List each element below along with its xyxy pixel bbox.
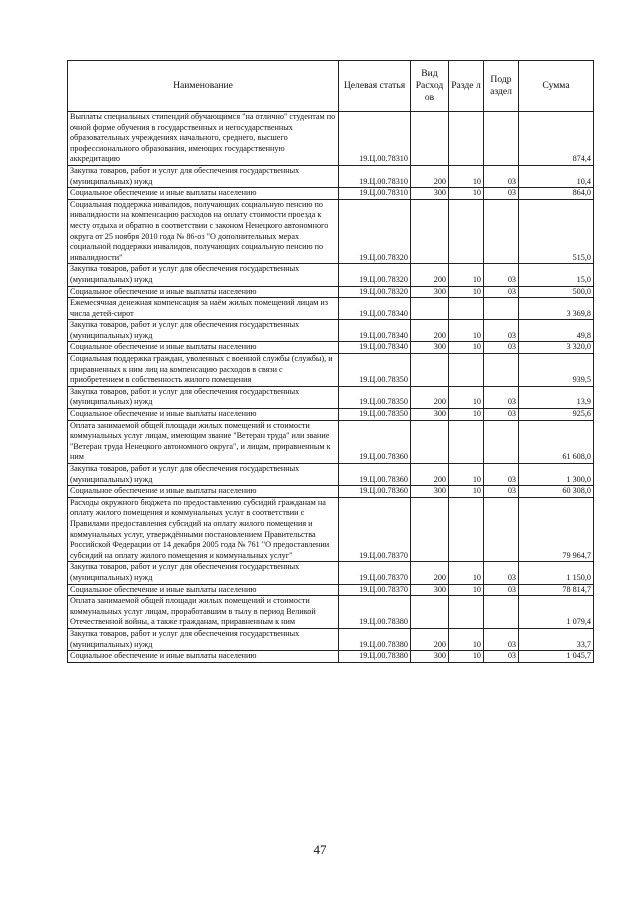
row-section: 10 — [449, 264, 484, 286]
table-row — [68, 628, 594, 650]
row-subsection: 03 — [484, 651, 519, 663]
table-row — [68, 497, 594, 562]
row-target: 19.Ц.00.78350 — [339, 409, 411, 421]
row-target: 19.Ц.00.78310 — [339, 112, 411, 166]
row-target: 19.Ц.00.78350 — [339, 354, 411, 387]
table-row — [68, 584, 594, 596]
row-expense-type — [411, 497, 449, 562]
table-row — [68, 320, 594, 342]
row-amount: 939,5 — [519, 354, 594, 387]
row-amount: 1 045,7 — [519, 651, 594, 663]
table-row — [68, 286, 594, 298]
row-amount: 61 608,0 — [519, 420, 594, 463]
table-row — [68, 386, 594, 408]
row-target: 19.Ц.00.78320 — [339, 199, 411, 264]
header-expense-type: Вид Расход ов — [411, 61, 449, 112]
row-section — [449, 199, 484, 264]
row-section: 10 — [449, 628, 484, 650]
row-section — [449, 112, 484, 166]
row-amount: 60 308,0 — [519, 486, 594, 498]
row-target: 19.Ц.00.78370 — [339, 497, 411, 562]
row-name: Закупка товаров, работ и услуг для обеспечения государственных (муниципальных) нужд — [68, 320, 339, 342]
row-target: 19.Ц.00.78380 — [339, 596, 411, 629]
row-amount: 1 150,0 — [519, 562, 594, 584]
row-subsection: 03 — [484, 165, 519, 187]
row-target: 19.Ц.00.78310 — [339, 188, 411, 200]
row-name: Социальное обеспечение и иные выплаты населению — [68, 409, 339, 421]
header-amount: Сумма — [519, 61, 594, 112]
row-expense-type — [411, 420, 449, 463]
row-section: 10 — [449, 165, 484, 187]
row-name: Социальное обеспечение и иные выплаты населению — [68, 286, 339, 298]
row-subsection — [484, 497, 519, 562]
row-subsection: 03 — [484, 409, 519, 421]
table-row — [68, 188, 594, 200]
row-section — [449, 596, 484, 629]
row-amount: 78 814,7 — [519, 584, 594, 596]
row-expense-type: 200 — [411, 628, 449, 650]
table-row — [68, 486, 594, 498]
row-amount: 864,0 — [519, 188, 594, 200]
row-amount: 13,9 — [519, 386, 594, 408]
row-expense-type: 200 — [411, 264, 449, 286]
row-amount: 3 369,8 — [519, 298, 594, 320]
row-target: 19.Ц.00.78380 — [339, 651, 411, 663]
row-expense-type: 300 — [411, 342, 449, 354]
row-section: 10 — [449, 486, 484, 498]
row-target: 19.Ц.00.78370 — [339, 562, 411, 584]
row-expense-type: 300 — [411, 584, 449, 596]
row-subsection: 03 — [484, 320, 519, 342]
row-section: 10 — [449, 584, 484, 596]
row-name: Оплата занимаемой общей площади жилых помещений и стоимости коммунальных услуг лицам, имеющим звание "Ветеран труда" или звание "Ветеран труда Ненецкого автономного округа", и лицам, приравненным к ним — [68, 420, 339, 463]
row-amount: 49,8 — [519, 320, 594, 342]
row-name: Социальное обеспечение и иные выплаты населению — [68, 651, 339, 663]
row-expense-type: 200 — [411, 320, 449, 342]
table-row — [68, 464, 594, 486]
row-section: 10 — [449, 464, 484, 486]
row-section: 10 — [449, 320, 484, 342]
row-section: 10 — [449, 286, 484, 298]
row-subsection: 03 — [484, 264, 519, 286]
table-row — [68, 420, 594, 463]
row-target: 19.Ц.00.78320 — [339, 264, 411, 286]
row-expense-type — [411, 112, 449, 166]
row-subsection — [484, 199, 519, 264]
table-row — [68, 562, 594, 584]
row-section: 10 — [449, 562, 484, 584]
row-section: 10 — [449, 188, 484, 200]
table-row — [68, 651, 594, 663]
row-amount: 515,0 — [519, 199, 594, 264]
row-target: 19.Ц.00.78310 — [339, 165, 411, 187]
budget-table — [67, 60, 594, 663]
row-name: Закупка товаров, работ и услуг для обеспечения государственных (муниципальных) нужд — [68, 562, 339, 584]
row-name: Ежемесячная денежная компенсация за наём жилых помещений лицам из числа детей-сирот — [68, 298, 339, 320]
row-name: Закупка товаров, работ и услуг для обеспечения государственных (муниципальных) нужд — [68, 386, 339, 408]
row-amount: 3 320,0 — [519, 342, 594, 354]
row-name: Расходы окружного бюджета по предоставлению субсидий гражданам на оплату жилого помещения и коммунальных услуг в соответствии с Правилами предоставления субсидий на оплату жилого помещения и коммунальных услуг, утверждёнными постановлением Правительства Российской Федерации от 14 декабря 2005 года № 761 "О предоставлении субсидий на оплату жилого помещения и коммунальных услуг" — [68, 497, 339, 562]
row-expense-type — [411, 354, 449, 387]
row-amount: 500,0 — [519, 286, 594, 298]
row-target: 19.Ц.00.78340 — [339, 320, 411, 342]
row-subsection — [484, 112, 519, 166]
table-row — [68, 354, 594, 387]
header-section: Разде л — [449, 61, 484, 112]
row-target: 19.Ц.00.78360 — [339, 486, 411, 498]
row-subsection: 03 — [484, 486, 519, 498]
row-section: 10 — [449, 651, 484, 663]
row-name: Социальное обеспечение и иные выплаты населению — [68, 188, 339, 200]
row-subsection: 03 — [484, 628, 519, 650]
table-row — [68, 112, 594, 166]
row-expense-type: 200 — [411, 386, 449, 408]
row-section: 10 — [449, 409, 484, 421]
row-amount: 15,0 — [519, 264, 594, 286]
page-number: 47 — [313, 842, 327, 857]
row-name: Закупка товаров, работ и услуг для обеспечения государственных (муниципальных) нужд — [68, 165, 339, 187]
row-section: 10 — [449, 386, 484, 408]
row-amount: 1 300,0 — [519, 464, 594, 486]
header-subsection: Подр аздел — [484, 61, 519, 112]
row-name: Закупка товаров, работ и услуг для обеспечения государственных (муниципальных) нужд — [68, 628, 339, 650]
row-section — [449, 354, 484, 387]
row-subsection — [484, 420, 519, 463]
row-expense-type: 300 — [411, 286, 449, 298]
row-section: 10 — [449, 342, 484, 354]
row-expense-type: 300 — [411, 486, 449, 498]
table-row — [68, 165, 594, 187]
table-row — [68, 409, 594, 421]
row-expense-type: 200 — [411, 464, 449, 486]
row-section — [449, 420, 484, 463]
row-amount: 1 079,4 — [519, 596, 594, 629]
table-row — [68, 264, 594, 286]
row-expense-type: 300 — [411, 409, 449, 421]
table-row — [68, 596, 594, 629]
row-expense-type — [411, 596, 449, 629]
row-name: Закупка товаров, работ и услуг для обеспечения государственных (муниципальных) нужд — [68, 264, 339, 286]
row-name: Оплата занимаемой общей площади жилых помещений и стоимости коммунальных услуг лицам, проработавшим в тылу в период Великой Отечественной войны, а также гражданам, приравненным к ним — [68, 596, 339, 629]
row-name: Выплаты специальных стипендий обучающимся "на отлично" студентам по очной форме обучения в государственных и негосударственных образовательных учреждениях начального, среднего, высшего профессионального образования, имеющих государственную аккредитацию — [68, 112, 339, 166]
table-row — [68, 199, 594, 264]
row-name: Социальная поддержка инвалидов, получающих социальную пенсию по инвалидности на компенсацию расходов на оплату стоимости проезда к месту отдыха и обратно в соответствии с законом Ненецкого автономного округа от 25 ноября 2010 года № 86-оз "О дополнительных мерах социальной поддержки инвалидов, получающих социальную пенсию по инвалидности" — [68, 199, 339, 264]
row-section — [449, 298, 484, 320]
row-name: Закупка товаров, работ и услуг для обеспечения государственных (муниципальных) нужд — [68, 464, 339, 486]
row-amount: 925,6 — [519, 409, 594, 421]
row-target: 19.Ц.00.78350 — [339, 386, 411, 408]
row-amount: 79 964,7 — [519, 497, 594, 562]
row-target: 19.Ц.00.78340 — [339, 342, 411, 354]
row-target: 19.Ц.00.78360 — [339, 464, 411, 486]
row-amount: 10,4 — [519, 165, 594, 187]
row-target: 19.Ц.00.78320 — [339, 286, 411, 298]
row-target: 19.Ц.00.78360 — [339, 420, 411, 463]
row-subsection: 03 — [484, 342, 519, 354]
row-subsection — [484, 354, 519, 387]
row-expense-type: 300 — [411, 188, 449, 200]
row-subsection: 03 — [484, 286, 519, 298]
row-name: Социальное обеспечение и иные выплаты населению — [68, 342, 339, 354]
row-amount: 33,7 — [519, 628, 594, 650]
header-name: Наименование — [68, 61, 339, 112]
table-row — [68, 342, 594, 354]
row-name: Социальное обеспечение и иные выплаты населению — [68, 584, 339, 596]
row-subsection: 03 — [484, 188, 519, 200]
row-name: Социальная поддержка граждан, уволенных с военной службы (службы), и приравненных к ним лиц на компенсацию расходов в связи с приобретением в собственность жилого помещения — [68, 354, 339, 387]
row-expense-type: 200 — [411, 562, 449, 584]
row-target: 19.Ц.00.78340 — [339, 298, 411, 320]
table-row — [68, 298, 594, 320]
row-section — [449, 497, 484, 562]
header-target: Целевая статья — [339, 61, 411, 112]
row-expense-type — [411, 298, 449, 320]
row-subsection — [484, 298, 519, 320]
row-expense-type — [411, 199, 449, 264]
row-expense-type: 300 — [411, 651, 449, 663]
row-target: 19.Ц.00.78380 — [339, 628, 411, 650]
table-header-row — [68, 61, 594, 112]
row-expense-type: 200 — [411, 165, 449, 187]
row-target: 19.Ц.00.78370 — [339, 584, 411, 596]
row-subsection: 03 — [484, 584, 519, 596]
row-subsection — [484, 596, 519, 629]
row-subsection: 03 — [484, 562, 519, 584]
row-name: Социальное обеспечение и иные выплаты населению — [68, 486, 339, 498]
table-body — [68, 112, 594, 663]
row-amount: 874,4 — [519, 112, 594, 166]
row-subsection: 03 — [484, 464, 519, 486]
row-subsection: 03 — [484, 386, 519, 408]
